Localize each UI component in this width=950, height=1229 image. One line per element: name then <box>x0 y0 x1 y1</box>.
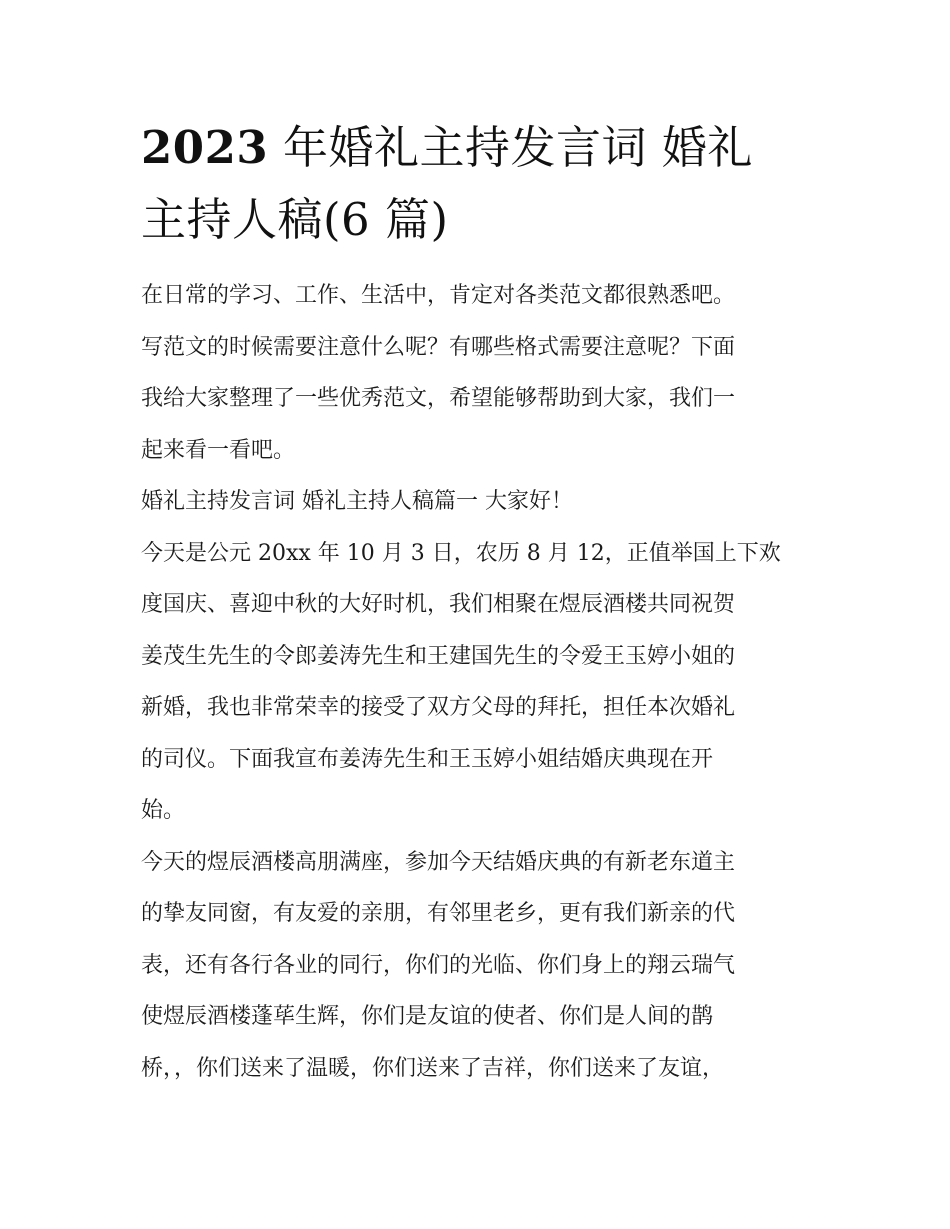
text-line: 姜茂生先生的令郎姜涛先生和王建国先生的令爱王玉婷小姐的 <box>141 643 736 669</box>
text-line: 使煜辰酒楼蓬荜生辉，你们是友谊的使者、你们是人间的鹊 <box>141 1004 714 1029</box>
text-line: 今天是公元 20xx 年 10 月 3 日，农历 8 月 12，正值举国上下欢 <box>141 540 781 566</box>
text-line: 在日常的学习、工作、生活中，肯定对各类范文都很熟悉吧。 <box>141 283 736 308</box>
text-line: 新婚，我也非常荣幸的接受了双方父母的拜托，担任本次婚礼 <box>141 695 736 720</box>
document-content <box>141 112 813 1094</box>
title-year: 2023 <box>141 121 269 174</box>
text-line: 我给大家整理了一些优秀范文，希望能够帮助到大家，我们一 <box>141 386 736 411</box>
guests-paragraph <box>141 837 813 1095</box>
text-line: 婚礼主持发言词 婚礼主持人稿篇一 大家好！ <box>141 489 573 514</box>
text-line: 起来看一看吧。 <box>141 437 296 463</box>
text-line: 桥，，你们送来了温暖，你们送来了吉祥，你们送来了友谊， <box>141 1055 725 1081</box>
intro-paragraph <box>141 270 813 476</box>
text-line: 的司仪。下面我宣布姜涛先生和王玉婷小姐结婚庆典现在开 <box>141 746 714 772</box>
section-heading-paragraph <box>141 476 813 528</box>
title-line-1-text: 年婚礼主持发言词 婚礼 <box>268 121 753 174</box>
text-line: 表，还有各行各业的同行，你们的光临、你们身上的翔云瑞气 <box>141 952 736 978</box>
text-line: 写范文的时候需要注意什么呢？有哪些格式需要注意呢？下面 <box>141 334 736 360</box>
document-body <box>141 270 813 1094</box>
date-paragraph <box>141 528 813 837</box>
text-line: 的挚友同窗，有友爱的亲朋，有邻里老乡，更有我们新亲的代 <box>141 901 736 926</box>
text-line: 今天的煜辰酒楼高朋满座，参加今天结婚庆典的有新老东道主 <box>141 849 736 875</box>
text-line: 始。 <box>141 798 186 823</box>
document-title <box>141 112 813 256</box>
title-line-2: 主持人稿(6 篇) <box>141 193 449 246</box>
text-line: 度国庆、喜迎中秋的大好时机，我们相聚在煜辰酒楼共同祝贺 <box>141 592 736 617</box>
title-line-1 <box>141 112 813 184</box>
